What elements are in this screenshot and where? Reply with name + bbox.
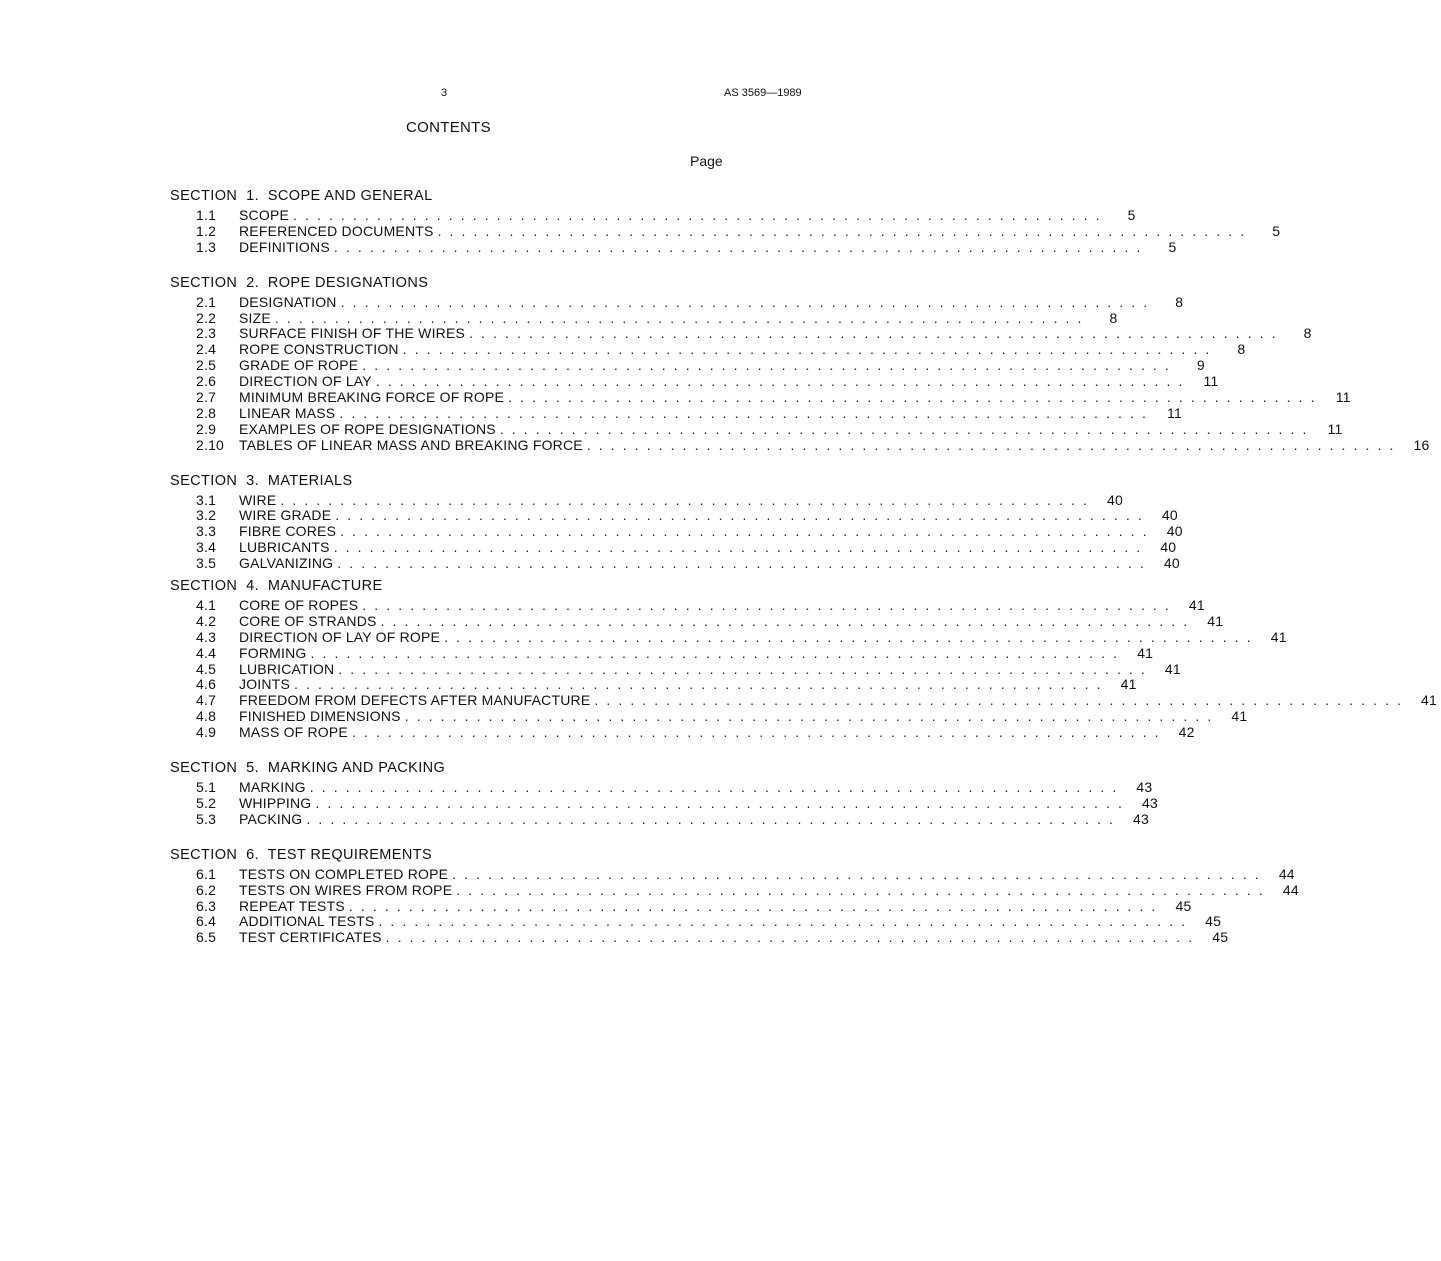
dot-leader: . . . . . . . . . . . . . . . . . . . . . . . . . . . . . . . . . . . . . . . . . . . . . . . . . . . . . . . . . . . . . . . . . . . .	[348, 897, 1158, 914]
toc-entry[interactable]	[170, 325, 1312, 342]
dot-leader: . . . . . . . . . . . . . . . . . . . . . . . . . . . . . . . . . . . . . . . . . . . . . . . . . . . . . . . . . . . . . . . . . . . .	[274, 309, 1084, 326]
toc-section	[170, 471, 1183, 572]
entry-title: REFERENCED DOCUMENTS	[239, 222, 434, 239]
dot-leader: . . . . . . . . . . . . . . . . . . . . . . . . . . . . . . . . . . . . . . . . . . . . . . . . . . . . . . . . . . . . . . . . . . . .	[333, 539, 1143, 556]
dot-leader: . . . . . . . . . . . . . . . . . . . . . . . . . . . . . . . . . . . . . . . . . . . . . . . . . . . . . . . . . . . . . . . . . . . .	[404, 708, 1214, 725]
entry-number: 2.6	[196, 373, 217, 390]
toc-entry[interactable]	[170, 436, 1430, 454]
dot-leader: . . . . . . . . . . . . . . . . . . . . . . . . . . . . . . . . . . . . . . . . . . . . . . . . . . . . . . . . . . . . . . . . . . . .	[340, 293, 1150, 310]
dot-leader: . . . . . . . . . . . . . . . . . . . . . . . . . . . . . . . . . . . . . . . . . . . . . . . . . . . . . . . . . . . . . . . . . . . .	[340, 523, 1149, 540]
entry-title: WIRE GRADE	[239, 507, 332, 524]
entry-number: 1.3	[196, 238, 217, 255]
entry-number: 2.9	[196, 420, 217, 437]
entry-page-number: 44	[1282, 881, 1299, 898]
entry-title: LUBRICATION	[239, 660, 335, 677]
entry-title: MASS OF ROPE	[239, 724, 348, 741]
entry-number: 6.3	[196, 897, 217, 914]
dot-leader: . . . . . . . . . . . . . . . . . . . . . . . . . . . . . . . . . . . . . . . . . . . . . . . . . . . . . . . . . . . . . . . . . . . .	[351, 724, 1161, 741]
toc-entry[interactable]	[170, 612, 1224, 630]
entry-number: 4.6	[196, 676, 217, 693]
toc-entry[interactable]	[170, 555, 1180, 572]
toc-entry[interactable]	[170, 897, 1192, 915]
entry-number: 2.10	[196, 436, 225, 453]
entry-page-number: 40	[1166, 523, 1183, 540]
page-column-label: Page	[690, 153, 723, 169]
entry-number: 2.1	[196, 293, 217, 310]
entry-number: 3.3	[196, 523, 217, 540]
toc-entry[interactable]	[170, 373, 1219, 390]
entry-number: 6.1	[196, 865, 217, 882]
section-heading: SECTION 4. MANUFACTURE	[170, 578, 383, 595]
toc-entry[interactable]	[170, 810, 1149, 828]
dot-leader: . . . . . . . . . . . . . . . . . . . . . . . . . . . . . . . . . . . . . . . . . . . . . . . . . . . . . . . . . . . . . . . . . . . .	[380, 612, 1190, 629]
entry-title: DIRECTION OF LAY OF ROPE	[239, 628, 441, 645]
entry-page-number: 45	[1205, 913, 1222, 930]
entry-title: SCOPE	[239, 207, 290, 223]
toc-entry[interactable]	[170, 929, 1229, 946]
entry-page-number: 8	[1175, 293, 1184, 310]
entry-title: GRADE OF ROPE	[239, 357, 359, 374]
entry-number: 4.4	[196, 644, 217, 661]
entry-page-number: 42	[1178, 724, 1195, 741]
toc-entry[interactable]	[170, 523, 1183, 540]
entry-page-number: 44	[1278, 865, 1295, 882]
entry-number: 4.7	[196, 692, 217, 709]
toc-entry[interactable]	[170, 293, 1184, 311]
entry-page-number: 43	[1133, 810, 1149, 827]
entry-title: TEST CERTIFICATES	[239, 929, 382, 946]
entry-title: LINEAR MASS	[239, 404, 336, 421]
entry-page-number: 11	[1327, 420, 1343, 437]
entry-number: 1.1	[196, 207, 217, 223]
toc-entry[interactable]	[170, 913, 1222, 930]
entry-page-number: 5	[1168, 238, 1177, 255]
toc-entry[interactable]	[170, 794, 1158, 812]
toc-entry[interactable]	[170, 404, 1182, 422]
dot-leader: . . . . . . . . . . . . . . . . . . . . . . . . . . . . . . . . . . . . . . . . . . . . . . . . . . . . . . . . . . . . . . . . . . . .	[339, 404, 1148, 421]
toc-entry[interactable]	[170, 660, 1181, 678]
toc-entry[interactable]	[170, 420, 1343, 438]
document-id: AS 3569—1989	[724, 87, 802, 99]
toc-entry[interactable]	[170, 692, 1437, 709]
page-number: 3	[441, 87, 448, 99]
section-heading: SECTION 6. TEST REQUIREMENTS	[170, 846, 433, 863]
entry-page-number: 41	[1421, 692, 1437, 709]
entry-title: TABLES OF LINEAR MASS AND BREAKING FORCE	[239, 436, 583, 453]
toc-entry[interactable]	[170, 628, 1287, 646]
entry-number: 5.1	[196, 779, 217, 796]
toc-entry[interactable]	[170, 539, 1177, 556]
toc-entry[interactable]	[170, 507, 1178, 524]
entry-title: CORE OF ROPES	[239, 597, 359, 614]
dot-leader: . . . . . . . . . . . . . . . . . . . . . . . . . . . . . . . . . . . . . . . . . . . . . . . . . . . . . . . . . . . . . . . . . . . .	[337, 555, 1146, 572]
entry-title: REPEAT TESTS	[239, 897, 345, 914]
dot-leader: . . . . . . . . . . . . . . . . . . . . . . . . . . . . . . . . . . . . . . . . . . . . . . . . . . . . . . . . . . . . . . . . . . . .	[309, 779, 1119, 796]
entry-page-number: 40	[1163, 555, 1180, 572]
dot-leader: . . . . . . . . . . . . . . . . . . . . . . . . . . . . . . . . . . . . . . . . . . . . . . . . . . . . . . . . . . . . . . . . . . . .	[335, 507, 1144, 524]
entry-title: PACKING	[239, 810, 303, 827]
entry-page-number: 5	[1127, 207, 1136, 223]
entry-number: 2.8	[196, 404, 217, 421]
dot-leader: . . . . . . . . . . . . . . . . . . . . . . . . . . . . . . . . . . . . . . . . . . . . . . . . . . . . . . . . . . . . . . . . . . . .	[375, 373, 1185, 390]
toc-entry[interactable]	[170, 881, 1299, 899]
dot-leader: . . . . . . . . . . . . . . . . . . . . . . . . . . . . . . . . . . . . . . . . . . . . . . . . . . . . . . . . . . . . . . . . . . . .	[508, 389, 1317, 406]
toc-entry[interactable]	[170, 644, 1154, 662]
section-heading: SECTION 2. ROPE DESIGNATIONS	[170, 274, 429, 291]
entry-number: 4.9	[196, 724, 217, 741]
entry-title: WHIPPING	[239, 794, 312, 811]
entry-title: DESIGNATION	[239, 293, 337, 310]
entry-page-number: 11	[1335, 389, 1351, 406]
dot-leader: . . . . . . . . . . . . . . . . . . . . . . . . . . . . . . . . . . . . . . . . . . . . . . . . . . . . . . . . . . . . . . . . . . . .	[444, 628, 1253, 645]
entry-page-number: 43	[1142, 794, 1158, 811]
entry-title: GALVANIZING	[239, 555, 334, 572]
dot-leader: . . . . . . . . . . . . . . . . . . . . . . . . . . . . . . . . . . . . . . . . . . . . . . . . . . . . . . . . . . . . . . . . . . . .	[362, 597, 1171, 614]
entry-title: EXAMPLES OF ROPE DESIGNATIONS	[239, 420, 496, 437]
entry-number: 4.8	[196, 708, 217, 725]
entry-title: LUBRICANTS	[239, 539, 330, 556]
entry-number: 3.2	[196, 507, 217, 524]
dot-leader: . . . . . . . . . . . . . . . . . . . . . . . . . . . . . . . . . . . . . . . . . . . . . . . . . . . . . . . . . . . . . . . . . . . .	[437, 222, 1247, 239]
entry-page-number: 11	[1167, 404, 1182, 421]
dot-leader: . . . . . . . . . . . . . . . . . . . . . . . . . . . . . . . . . . . . . . . . . . . . . . . . . . . . . . . . . . . . . . . . . . . .	[456, 881, 1265, 898]
entry-number: 4.1	[196, 597, 217, 614]
entry-number: 6.4	[196, 913, 217, 930]
entry-title: CORE OF STRANDS	[239, 612, 377, 629]
dot-leader: . . . . . . . . . . . . . . . . . . . . . . . . . . . . . . . . . . . . . . . . . . . . . . . . . . . . . . . . . . . . . . . . . . . .	[594, 692, 1403, 709]
entry-page-number: 16	[1413, 436, 1430, 453]
section-heading: SECTION 3. MATERIALS	[170, 472, 353, 489]
toc-entry[interactable]	[170, 357, 1205, 374]
entry-page-number: 43	[1136, 779, 1153, 796]
entry-title: FORMING	[239, 644, 307, 661]
dot-leader: . . . . . . . . . . . . . . . . . . . . . . . . . . . . . . . . . . . . . . . . . . . . . . . . . . . . . . . . . . . . . . . . . . . .	[280, 491, 1089, 508]
dot-leader: . . . . . . . . . . . . . . . . . . . . . . . . . . . . . . . . . . . . . . . . . . . . . . . . . . . . . . . . . . . . . . . . . . . .	[586, 436, 1396, 453]
toc-entry[interactable]	[170, 491, 1123, 509]
toc-section	[170, 758, 1158, 828]
table-of-contents	[170, 186, 1437, 963]
entry-number: 4.5	[196, 660, 217, 677]
entry-number: 1.2	[196, 222, 217, 239]
entry-title: FREEDOM FROM DEFECTS AFTER MANUFACTURE	[239, 692, 591, 709]
entry-number: 5.2	[196, 794, 217, 811]
entry-page-number: 41	[1231, 708, 1248, 725]
entry-number: 4.3	[196, 628, 217, 645]
page-title: CONTENTS	[406, 119, 491, 136]
dot-leader: . . . . . . . . . . . . . . . . . . . . . . . . . . . . . . . . . . . . . . . . . . . . . . . . . . . . . . . . . . . . . . . . . . . .	[469, 325, 1278, 342]
entry-page-number: 40	[1161, 507, 1178, 524]
entry-number: 2.7	[196, 389, 217, 406]
section-heading: SECTION 5. MARKING AND PACKING	[170, 760, 446, 777]
entry-page-number: 41	[1164, 660, 1181, 677]
entry-page-number: 5	[1272, 222, 1281, 239]
entry-page-number: 8	[1237, 341, 1246, 358]
entry-title: JOINTS	[239, 676, 290, 693]
entry-page-number: 41	[1188, 597, 1205, 614]
dot-leader: . . . . . . . . . . . . . . . . . . . . . . . . . . . . . . . . . . . . . . . . . . . . . . . . . . . . . . . . . . . . . . . . . . . .	[306, 810, 1115, 827]
entry-title: ROPE CONSTRUCTION	[239, 341, 399, 358]
section-heading: SECTION 1. SCOPE AND GENERAL	[170, 188, 433, 204]
entry-page-number: 41	[1207, 612, 1224, 629]
toc-entry[interactable]	[170, 238, 1177, 256]
toc-entry[interactable]	[170, 708, 1248, 725]
entry-number: 2.5	[196, 357, 217, 374]
entry-page-number: 45	[1175, 897, 1192, 914]
entry-page-number: 40	[1106, 491, 1123, 508]
toc-entry[interactable]	[170, 341, 1246, 358]
entry-number: 2.4	[196, 341, 217, 358]
toc-entry[interactable]	[170, 207, 1136, 224]
dot-leader: . . . . . . . . . . . . . . . . . . . . . . . . . . . . . . . . . . . . . . . . . . . . . . . . . . . . . . . . . . . . . . . . . . . .	[338, 660, 1147, 677]
entry-number: 3.5	[196, 555, 217, 572]
entry-title: SIZE	[239, 309, 271, 326]
entry-page-number: 8	[1303, 325, 1312, 342]
entry-title: SURFACE FINISH OF THE WIRES	[239, 325, 466, 342]
toc-entry[interactable]	[170, 597, 1205, 614]
toc-section	[170, 576, 1437, 741]
entry-page-number: 8	[1109, 309, 1118, 326]
entry-title: DIRECTION OF LAY	[239, 373, 372, 390]
toc-entry[interactable]	[170, 779, 1153, 796]
entry-title: FINISHED DIMENSIONS	[239, 708, 401, 725]
entry-title: WIRE	[239, 491, 277, 508]
entry-number: 6.2	[196, 881, 217, 898]
entry-title: MARKING	[239, 779, 306, 796]
dot-leader: . . . . . . . . . . . . . . . . . . . . . . . . . . . . . . . . . . . . . . . . . . . . . . . . . . . . . . . . . . . . . . . . . . . .	[333, 238, 1143, 255]
toc-entry[interactable]	[170, 389, 1351, 406]
dot-leader: . . . . . . . . . . . . . . . . . . . . . . . . . . . . . . . . . . . . . . . . . . . . . . . . . . . . . . . . . . . . . . . . . . . .	[385, 929, 1195, 946]
dot-leader: . . . . . . . . . . . . . . . . . . . . . . . . . . . . . . . . . . . . . . . . . . . . . . . . . . . . . . . . . . . . . . . . . . . .	[315, 794, 1124, 811]
dot-leader: . . . . . . . . . . . . . . . . . . . . . . . . . . . . . . . . . . . . . . . . . . . . . . . . . . . . . . . . . . . . . . . . . . . .	[452, 865, 1261, 882]
entry-title: MINIMUM BREAKING FORCE OF ROPE	[239, 389, 505, 406]
entry-number: 3.4	[196, 539, 217, 556]
dot-leader: . . . . . . . . . . . . . . . . . . . . . . . . . . . . . . . . . . . . . . . . . . . . . . . . . . . . . . . . . . . . . . . . . . . .	[402, 341, 1212, 358]
entry-title: FIBRE CORES	[239, 523, 337, 540]
dot-leader: . . . . . . . . . . . . . . . . . . . . . . . . . . . . . . . . . . . . . . . . . . . . . . . . . . . . . . . . . . . . . . . . . . . .	[499, 420, 1309, 437]
entry-title: DEFINITIONS	[239, 238, 330, 255]
dot-leader: . . . . . . . . . . . . . . . . . . . . . . . . . . . . . . . . . . . . . . . . . . . . . . . . . . . . . . . . . . . . . . . . . . . .	[293, 676, 1103, 693]
entry-page-number: 9	[1196, 357, 1205, 374]
entry-number: 6.5	[196, 929, 217, 946]
entry-page-number: 40	[1160, 539, 1177, 556]
toc-entry[interactable]	[170, 724, 1195, 741]
entry-title: TESTS ON COMPLETED ROPE	[239, 865, 449, 882]
entry-number: 3.1	[196, 491, 217, 508]
toc-entry[interactable]	[170, 309, 1118, 327]
entry-page-number: 45	[1212, 929, 1229, 946]
entry-page-number: 41	[1120, 676, 1137, 693]
entry-title: TESTS ON WIRES FROM ROPE	[239, 881, 453, 898]
toc-entry[interactable]	[170, 222, 1281, 240]
toc-section	[170, 845, 1299, 946]
entry-page-number: 41	[1137, 644, 1154, 661]
toc-entry[interactable]	[170, 865, 1295, 883]
dot-leader: . . . . . . . . . . . . . . . . . . . . . . . . . . . . . . . . . . . . . . . . . . . . . . . . . . . . . . . . . . . . . . . . . . . .	[362, 357, 1171, 374]
dot-leader: . . . . . . . . . . . . . . . . . . . . . . . . . . . . . . . . . . . . . . . . . . . . . . . . . . . . . . . . . . . . . . . . . . . .	[378, 913, 1188, 930]
entry-number: 2.2	[196, 309, 217, 326]
dot-leader: . . . . . . . . . . . . . . . . . . . . . . . . . . . . . . . . . . . . . . . . . . . . . . . . . . . . . . . . . . . . . . . . . . . .	[293, 207, 1102, 223]
entry-page-number: 11	[1203, 373, 1219, 390]
entry-number: 5.3	[196, 810, 217, 827]
toc-section	[170, 186, 1281, 256]
entry-title: ADDITIONAL TESTS	[239, 913, 375, 930]
entry-number: 4.2	[196, 612, 217, 629]
entry-page-number: 41	[1270, 628, 1287, 645]
entry-number: 2.3	[196, 325, 217, 342]
toc-entry[interactable]	[170, 676, 1137, 693]
toc-section	[170, 273, 1430, 454]
dot-leader: . . . . . . . . . . . . . . . . . . . . . . . . . . . . . . . . . . . . . . . . . . . . . . . . . . . . . . . . . . . . . . . . . . . .	[310, 644, 1120, 661]
